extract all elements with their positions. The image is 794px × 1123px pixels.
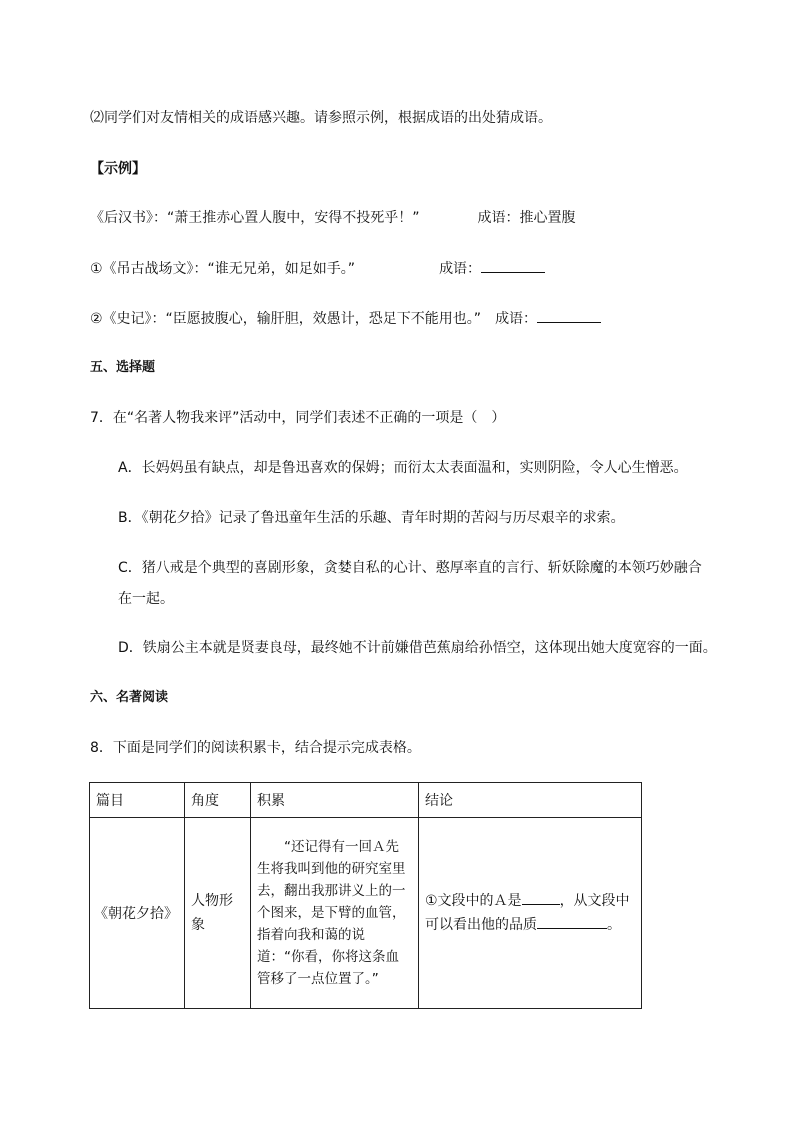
quote-text: “还记得有一回Ａ先生将我叫到他的研究室里去，翻出我那讲义上的一个图来，是下臂的血管，指着向我和蔼的说道：“你看，你将这条血管移了一点位置了。” — [257, 839, 406, 987]
item2-answer-blank[interactable] — [537, 308, 601, 323]
example-answer: 成语：推心置腹 — [477, 210, 576, 226]
item1-row — [90, 258, 545, 279]
cell-quote — [251, 818, 419, 1009]
header-conclusion: 结论 — [419, 783, 642, 818]
cell-angle: 人物形象 — [185, 818, 251, 1009]
item1-source: ①《吊古战场文》：“谁无兄弟，如足如手。” — [90, 261, 356, 277]
reading-card-table — [89, 782, 642, 1009]
conclusion-part1: ①文段中的Ａ是 — [425, 893, 522, 909]
table-row — [90, 818, 642, 1009]
q7-stem: 7．在“名著人物我来评”活动中，同学们表述不正确的一项是（ ） — [90, 410, 506, 426]
example-row — [90, 208, 576, 228]
conclusion-blank-a[interactable] — [522, 890, 560, 905]
header-angle: 角度 — [185, 783, 251, 818]
example-source: 《后汉书》：“萧王推赤心置人腹中，安得不投死乎！” — [90, 210, 420, 226]
q7-option-a[interactable]: A．长妈妈虽有缺点，却是鲁迅喜欢的保姆；而衍太太表面温和，实则阴险，令人心生憎恶。 — [118, 460, 688, 476]
item2-source: ②《史记》：“臣愿披腹心，输肝胆，效愚计，恐足下不能用也。” — [90, 311, 482, 327]
q7-option-d[interactable]: D．铁扇公主本就是贤妻良母，最终她不计前嫌借芭蕉扇给孙悟空，这体现出她大度宽容的一面。 — [118, 640, 717, 656]
q7-option-c-line2[interactable]: 在一起。 — [118, 591, 174, 607]
item1-answer-blank[interactable] — [481, 258, 545, 273]
cell-conclusion — [419, 818, 642, 1009]
conclusion-part2: ，从文段中可以看出他的品质 — [425, 893, 630, 933]
q7-option-c-line1[interactable]: C．猪八戒是个典型的喜剧形象，贪婪自私的心计、憨厚率直的言行、斩妖除魔的本领巧妙融合 — [118, 560, 702, 576]
q6-2-prompt: ⑵同学们对友情相关的成语感兴趣。请参照示例，根据成语的出处猜成语。 — [90, 110, 552, 126]
section5-heading: 五、选择题 — [90, 360, 156, 375]
header-accumulation: 积累 — [251, 783, 419, 818]
conclusion-blank-quality[interactable] — [537, 914, 607, 929]
item1-answer-label: 成语： — [439, 261, 482, 277]
q8-stem: 8．下面是同学们的阅读积累卡，结合提示完成表格。 — [90, 740, 421, 756]
item2-row — [90, 308, 601, 329]
example-tag: 【示例】 — [90, 161, 146, 177]
q7-option-b[interactable]: B．《朝花夕拾》记录了鲁迅童年生活的乐趣、青年时期的苦闷与历尽艰辛的求索。 — [118, 510, 625, 526]
section6-heading: 六、名著阅读 — [90, 690, 169, 705]
conclusion-part3: 。 — [607, 917, 621, 933]
item2-answer-label: 成语： — [495, 311, 538, 327]
table-header-row — [90, 783, 642, 818]
cell-title: 《朝花夕拾》 — [90, 818, 185, 1009]
header-title: 篇目 — [90, 783, 185, 818]
